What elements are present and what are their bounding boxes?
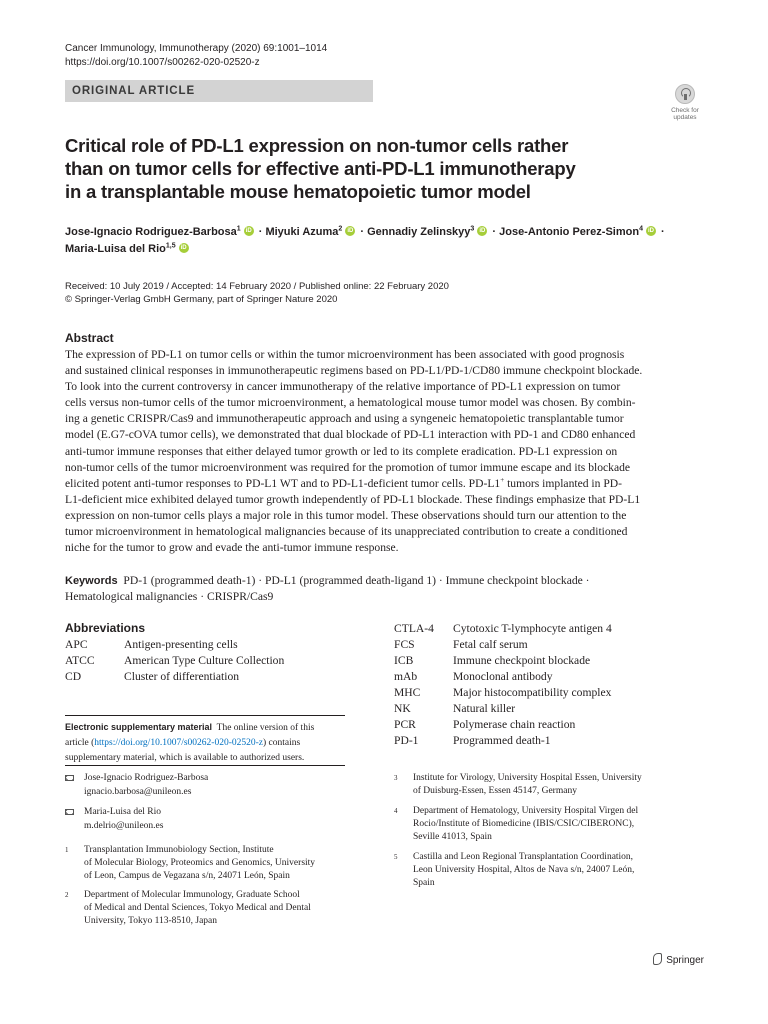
affiliation-divider [65, 765, 345, 766]
author-affiliation-mark: 2 [338, 225, 343, 233]
author-affiliation-mark: 4 [639, 225, 643, 233]
affiliation-line: of Medical and Dental Sciences, Tokyo Medical and Dental [84, 903, 311, 913]
abbreviation-definition: Immune checkpoint blockade [453, 654, 591, 667]
orcid-icon[interactable] [646, 226, 656, 236]
author-name[interactable]: Jose-Ignacio Rodriguez-Barbosa [65, 226, 237, 238]
affiliation-entry [65, 844, 365, 886]
author-name[interactable]: Jose-Antonio Perez-Simon [499, 226, 640, 238]
keywords-label: Keywords [65, 575, 118, 587]
abbreviation-definition: Cluster of differentiation [124, 670, 240, 683]
abstract-line-tail: tumors implanted in PD- [504, 476, 623, 490]
abbreviation-definition: Natural killer [453, 702, 516, 715]
affiliation-entry [394, 851, 704, 893]
abstract-line: tumor microenvironment in hematological malignancies because of its unappreciated contribution to create a conditioned [65, 525, 628, 539]
abbreviation-definition: Fetal calf serum [453, 638, 528, 651]
abbreviation-term: mAb [394, 670, 418, 683]
affiliation-line: Rocio/Institute of Biomedicine (IBIS/CSIC/CIBERONC), [413, 819, 635, 829]
abstract-line: To look into the current controversy in cancer immunotherapy of the relative importance of PD-L1 expression on tumor [65, 380, 621, 394]
keywords-line: PD-1 (programmed death-1) · PD-L1 (programmed death-ligand 1) · Immune checkpoint blockade · [123, 574, 590, 587]
abstract-line: The expression of PD-L1 on tumor cells or within the tumor microenvironment has been associated with good prognosis [65, 348, 625, 361]
correspondence-name: Maria-Luisa del Rio [84, 807, 162, 817]
abbreviation-definition: Major histocompatibility complex [453, 686, 612, 699]
esm-text: The online version of this [216, 723, 315, 733]
affiliation-number: 4 [394, 807, 398, 815]
abstract-line-text: elicited potent anti-tumor responses to PD-L1 WT and to PD-L1-deficient tumor cells. PD-L1 [65, 476, 501, 490]
title-line: in a transplantable mouse hematopoietic tumor model [65, 181, 531, 202]
abbreviation-term: FCS [394, 638, 415, 651]
abstract-line: cells versus non-tumor cells of the tumor microenvironment, a hematological mouse tumor model was chosen. By combin- [65, 396, 636, 410]
affiliation-line: Leon University Hospital, Altos de Nava s/n, 24007 León, [413, 865, 635, 875]
abbreviation-definition: Cytotoxic T-lymphocyte antigen 4 [453, 622, 612, 635]
abbreviation-term: PD-1 [394, 734, 419, 747]
abstract-line: anti-tumor immune responses that either delayed tumor growth or led to its complete eradication. PD-L1 expression on [65, 444, 618, 458]
esm-label: Electronic supplementary material [65, 722, 213, 732]
abstract-text [65, 347, 705, 556]
doi-link[interactable]: https://doi.org/10.1007/s00262-020-02520-z [65, 57, 260, 68]
superscript-plus: + [500, 475, 505, 484]
affiliation-line: Department of Hematology, University Hospital Virgen del [413, 806, 639, 816]
publication-dates: Received: 10 July 2019 / Accepted: 14 February 2020 / Published online: 22 February 2020 [65, 281, 449, 292]
abbreviation-definition: American Type Culture Collection [124, 654, 285, 667]
affiliation-number: 1 [65, 846, 69, 854]
abbreviation-term: CD [65, 670, 82, 683]
affiliation-line: Castilla and Leon Regional Transplantation Coordination, [413, 852, 634, 862]
affiliation-line: Transplantation Immunobiology Section, Institute [84, 845, 274, 855]
affiliation-entry [394, 805, 704, 847]
abbreviation-term: ICB [394, 654, 414, 667]
orcid-icon[interactable] [477, 226, 487, 236]
correspondence-entry [65, 772, 355, 800]
copyright-notice: © Springer-Verlag GmbH Germany, part of Springer Nature 2020 [65, 294, 338, 305]
check-for-updates-badge[interactable] [666, 82, 704, 124]
abbreviation-term: MHC [394, 686, 421, 699]
correspondence-name: Jose-Ignacio Rodriguez-Barbosa [84, 773, 209, 783]
affiliation-line: Spain [413, 878, 435, 888]
journal-citation: Cancer Immunology, Immunotherapy (2020) 69:1001–1014 [65, 43, 328, 54]
orcid-icon[interactable] [244, 226, 254, 236]
abstract-line: L1-deficient mice exhibited delayed tumor growth independently of PD-L1 blockade. These findings emphasize that PD-L1 [65, 492, 641, 506]
abbreviation-term: PCR [394, 718, 416, 731]
correspondence-entry [65, 806, 355, 834]
author-affiliation-mark: 3 [470, 225, 475, 233]
orcid-icon[interactable] [345, 226, 355, 236]
esm-doi-link[interactable]: https://doi.org/10.1007/s00262-020-02520-z [94, 738, 263, 748]
author-name[interactable]: Gennadiy Zelinskyy [367, 226, 471, 238]
keywords-block [65, 573, 705, 605]
affiliation-line: of Molecular Biology, Proteomics and Genomics, University [84, 858, 316, 868]
affiliation-entry [65, 889, 365, 931]
title-line: than on tumor cells for effective anti-PD-L1 immunotherapy [65, 158, 576, 179]
check-updates-text-1: Check for [671, 107, 699, 114]
abstract-line: expression on non-tumor cells plays a major role in this tumor model. These observations should turn our attention to the [65, 508, 627, 522]
abstract-line: model (E.G7-cOVA tumor cells), we demonstrated that dual blockade of PD-L1 interaction with PD-1 and CD80 enhanced [65, 428, 636, 442]
abbreviations-heading: Abbreviations [65, 621, 146, 635]
orcid-icon[interactable] [179, 243, 189, 253]
affiliation-number: 3 [394, 774, 398, 782]
esm-text: supplementary material, which is available to authorized users. [65, 753, 305, 763]
abbreviation-definition: Programmed death-1 [453, 734, 551, 747]
esm-text: article ( [65, 738, 95, 748]
affiliation-number: 2 [65, 891, 69, 899]
abbreviation-term: APC [65, 638, 88, 651]
affiliation-line: Department of Molecular Immunology, Graduate School [84, 890, 300, 900]
abstract-line: niche for the tumor to grow and evade the anti-tumor immune response. [65, 541, 399, 555]
abstract-line: non-tumor cells of the tumor microenvironment was required for the promotion of tumor immune escape and its blockade [65, 460, 631, 474]
abstract-line: ing a genetic CRISPR/Cas9 and immunotherapeutic approach and using a syngeneic hematopoietic transplantable tumor [65, 412, 624, 426]
affiliation-line: Institute for Virology, University Hospital Essen, University [413, 773, 642, 783]
abbreviation-term: CTLA-4 [394, 622, 434, 635]
correspondence-email[interactable]: ignacio.barbosa@unileon.es [84, 787, 192, 797]
check-updates-icon [675, 84, 695, 104]
supplementary-material-note [65, 720, 350, 766]
abbreviation-term: ATCC [65, 654, 95, 667]
affiliation-line: University, Tokyo 113-8510, Japan [84, 916, 218, 926]
esm-divider [65, 715, 345, 716]
affiliation-entry [394, 772, 704, 800]
check-updates-text-2: updates [673, 114, 697, 121]
springer-horse-icon [653, 953, 662, 965]
author-list: Jose-Ignacio Rodriguez-Barbosa$^1$iD · Miyuki Azuma$^2$iD · Gennadiy Zelinskyy$^3$iD · Jose-Antonio Perez-Simon$^4$iD · Maria-Luisa del Rio$^{1,5}$iD [65, 224, 705, 258]
affiliation-line: Seville 41013, Spain [413, 832, 492, 842]
envelope-icon [65, 809, 74, 815]
article-title [65, 134, 705, 203]
abbreviation-definition: Polymerase chain reaction [453, 718, 576, 731]
author-affiliation-mark: 1 [236, 225, 241, 233]
affiliation-number: 5 [394, 853, 398, 861]
publisher-name: Springer [666, 955, 704, 966]
esm-text: ) contains [263, 738, 301, 748]
abstract-line [65, 476, 705, 492]
author-affiliation-mark: 1,5 [165, 242, 176, 250]
title-line: Critical role of PD-L1 expression on non-tumor cells rather [65, 135, 569, 156]
abbreviation-definition: Monoclonal antibody [453, 670, 553, 683]
abstract-heading: Abstract [65, 331, 114, 345]
envelope-icon [65, 775, 74, 781]
abbreviation-definition: Antigen-presenting cells [124, 638, 238, 651]
keywords-line: Hematological malignancies · CRISPR/Cas9 [65, 590, 274, 604]
author-name[interactable]: Miyuki Azuma [265, 226, 339, 238]
article-type-label: ORIGINAL ARTICLE [65, 80, 373, 102]
abbreviation-term: NK [394, 702, 411, 715]
publisher-logo [653, 953, 704, 968]
author-name[interactable]: Maria-Luisa del Rio [65, 243, 166, 255]
abstract-line: and sustained clinical responses in immunotherapeutic regimens based on PD-L1/PD-1/CD80 immune checkpoint blockade. [65, 364, 643, 378]
affiliation-line: of Duisburg-Essen, Essen 45147, Germany [413, 786, 577, 796]
correspondence-email[interactable]: m.delrio@unileon.es [84, 821, 164, 831]
affiliation-line: of Leon, Campus de Vegazana s/n, 24071 León, Spain [84, 871, 290, 881]
